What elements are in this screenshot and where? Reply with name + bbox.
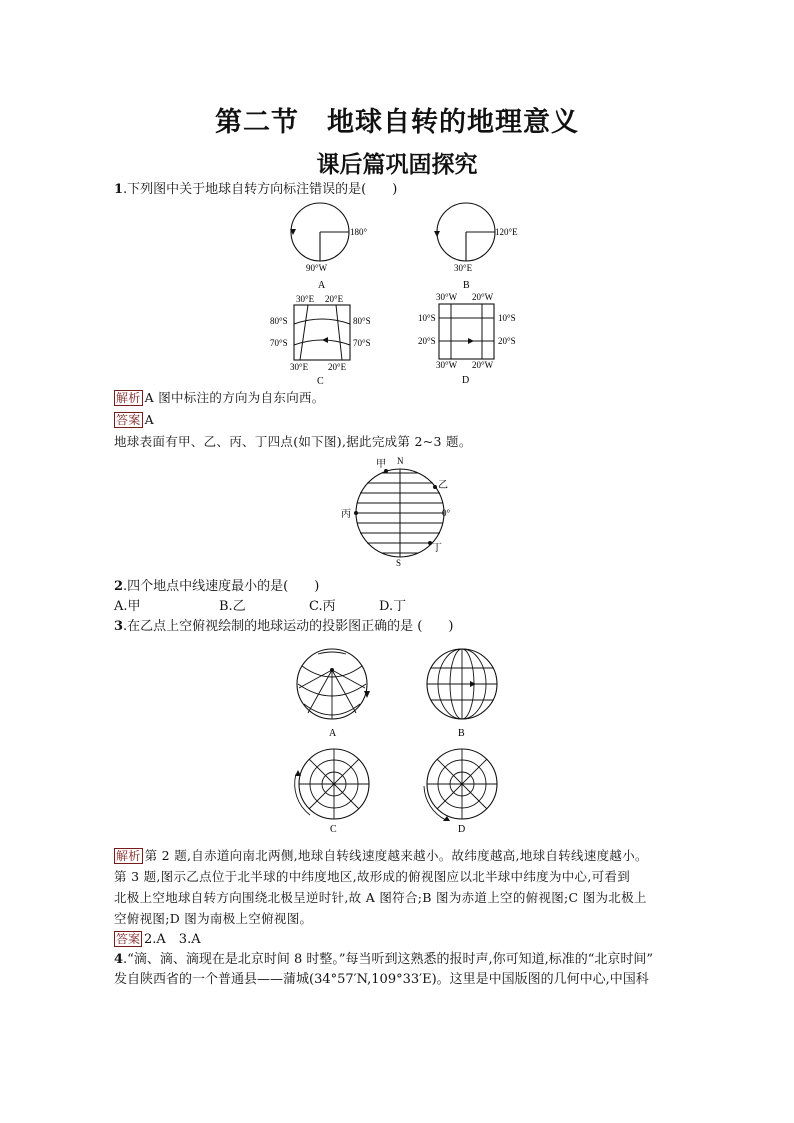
svg-text:A: A <box>329 728 337 739</box>
analysis-tag: 解析 <box>116 391 141 405</box>
fig1c-caption: C <box>317 376 324 387</box>
question-4: 4.“滴、滴、滴现在是北京时间 8 时整。”每当听到这熟悉的报时声,你可知道,标准的“北京时间” <box>114 952 654 967</box>
q2-option-d: D.丁 <box>379 599 407 614</box>
fig1b-caption: B <box>463 280 470 291</box>
answer-tag: 答案 <box>116 413 141 427</box>
figure-3a <box>296 646 372 740</box>
question-4-line-2: 发自陕西省的一个普通县——蒲城(34°57′N,109°33′E)。这里是中国版图的几何中心,中国科 <box>114 972 649 987</box>
q2-3-answer: 答案 2.A 3.A <box>116 932 201 947</box>
figure-1a <box>288 198 380 294</box>
figure-3c <box>292 744 374 836</box>
q2-3-analysis-line-2: 第 3 题,图示乙点位于北半球的中纬度地区,故形成的俯视图应以北半球中纬度为中心,可看到 <box>114 869 631 884</box>
svg-text:D: D <box>458 824 466 835</box>
arrow-icon <box>468 338 474 344</box>
svg-text:70°S: 70°S <box>353 338 371 348</box>
q2-option-c: C.丙 <box>309 599 336 614</box>
page-subtitle: 课后篇巩固探究 <box>316 151 478 178</box>
question-3: 3.在乙点上空俯视绘制的地球运动的投影图正确的是 ( ) <box>114 619 454 634</box>
intro-q2-3: 地球表面有甲、乙、丙、丁四点(如下图),据此完成第 2~3 题。 <box>114 434 472 449</box>
page-title: 第二节 地球自转的地理意义 <box>215 107 579 138</box>
point-yi: 乙 <box>438 480 448 491</box>
svg-text:20°W: 20°W <box>472 360 494 370</box>
q2-3-analysis-line-3: 北极上空地球自转方向围绕北极呈逆时针,故 A 图符合;B 图为赤道上空的俯视图;C 图为北极上 <box>114 890 647 905</box>
svg-text:30°W: 30°W <box>436 360 458 370</box>
svg-text:20°E: 20°E <box>328 362 347 372</box>
figure-3b <box>424 646 500 740</box>
svg-text:70°S: 70°S <box>270 338 288 348</box>
svg-text:B: B <box>458 728 465 739</box>
question-2: 2.四个地点中线速度最小的是( ) <box>114 579 320 594</box>
arrow-icon <box>434 231 440 237</box>
figure-1c <box>270 290 380 388</box>
analysis-tag: 解析 <box>116 849 141 863</box>
question-1-stem: .下列图中关于地球自转方向标注错误的是( ) <box>123 182 398 197</box>
question-1 <box>114 180 397 200</box>
figure-3d <box>420 744 502 836</box>
fig1a-label-bottom: 90°W <box>306 263 328 273</box>
fig1d-caption: D <box>462 375 470 386</box>
q1-analysis: 解析 A 图中标注的方向为自东向西。 <box>116 390 325 405</box>
point-jia: 甲 <box>376 459 386 470</box>
point-ding: 丁 <box>432 543 442 554</box>
q2-option-b: B.乙 <box>219 599 246 614</box>
svg-text:C: C <box>330 824 337 835</box>
svg-text:20°S: 20°S <box>498 336 516 346</box>
svg-text:80°S: 80°S <box>353 316 371 326</box>
q2-3-analysis-line-4: 空俯视图;D 图为南极上空俯视图。 <box>114 911 313 926</box>
globe-figure <box>338 456 458 572</box>
arrow-icon <box>470 681 476 687</box>
svg-text:10°S: 10°S <box>498 313 516 323</box>
svg-text:20°W: 20°W <box>472 292 494 302</box>
answer-tag: 答案 <box>116 932 141 946</box>
question-number: 1 <box>114 182 124 197</box>
svg-text:30°E: 30°E <box>290 362 309 372</box>
q2-option-a: A.甲 <box>114 599 141 614</box>
fig1a-caption: A <box>318 280 326 291</box>
south-label: S <box>396 558 402 568</box>
equator-label: 0° <box>442 508 451 518</box>
figure-1d <box>414 290 528 388</box>
figure-1b <box>430 198 530 294</box>
q1-answer: 答案 A <box>116 412 154 427</box>
fig1a-label-right: 180° <box>350 227 368 237</box>
fig1b-label-right: 120°E <box>495 227 518 237</box>
svg-text:30°E: 30°E <box>296 294 315 304</box>
north-label: N <box>397 456 404 466</box>
svg-text:80°S: 80°S <box>270 316 288 326</box>
fig1b-label-bottom: 30°E <box>454 263 473 273</box>
point-bing: 丙 <box>341 509 351 520</box>
q2-3-analysis-line-1: 解析 第 2 题,自赤道向南北两侧,地球自转线速度越来越小。故纬度越高,地球自转线速度越小。 <box>116 848 648 863</box>
svg-text:30°W: 30°W <box>436 292 458 302</box>
svg-text:20°E: 20°E <box>325 294 344 304</box>
svg-text:20°S: 20°S <box>418 336 436 346</box>
svg-text:10°S: 10°S <box>418 313 436 323</box>
arrow-icon <box>295 770 301 776</box>
arrow-icon <box>322 337 328 343</box>
